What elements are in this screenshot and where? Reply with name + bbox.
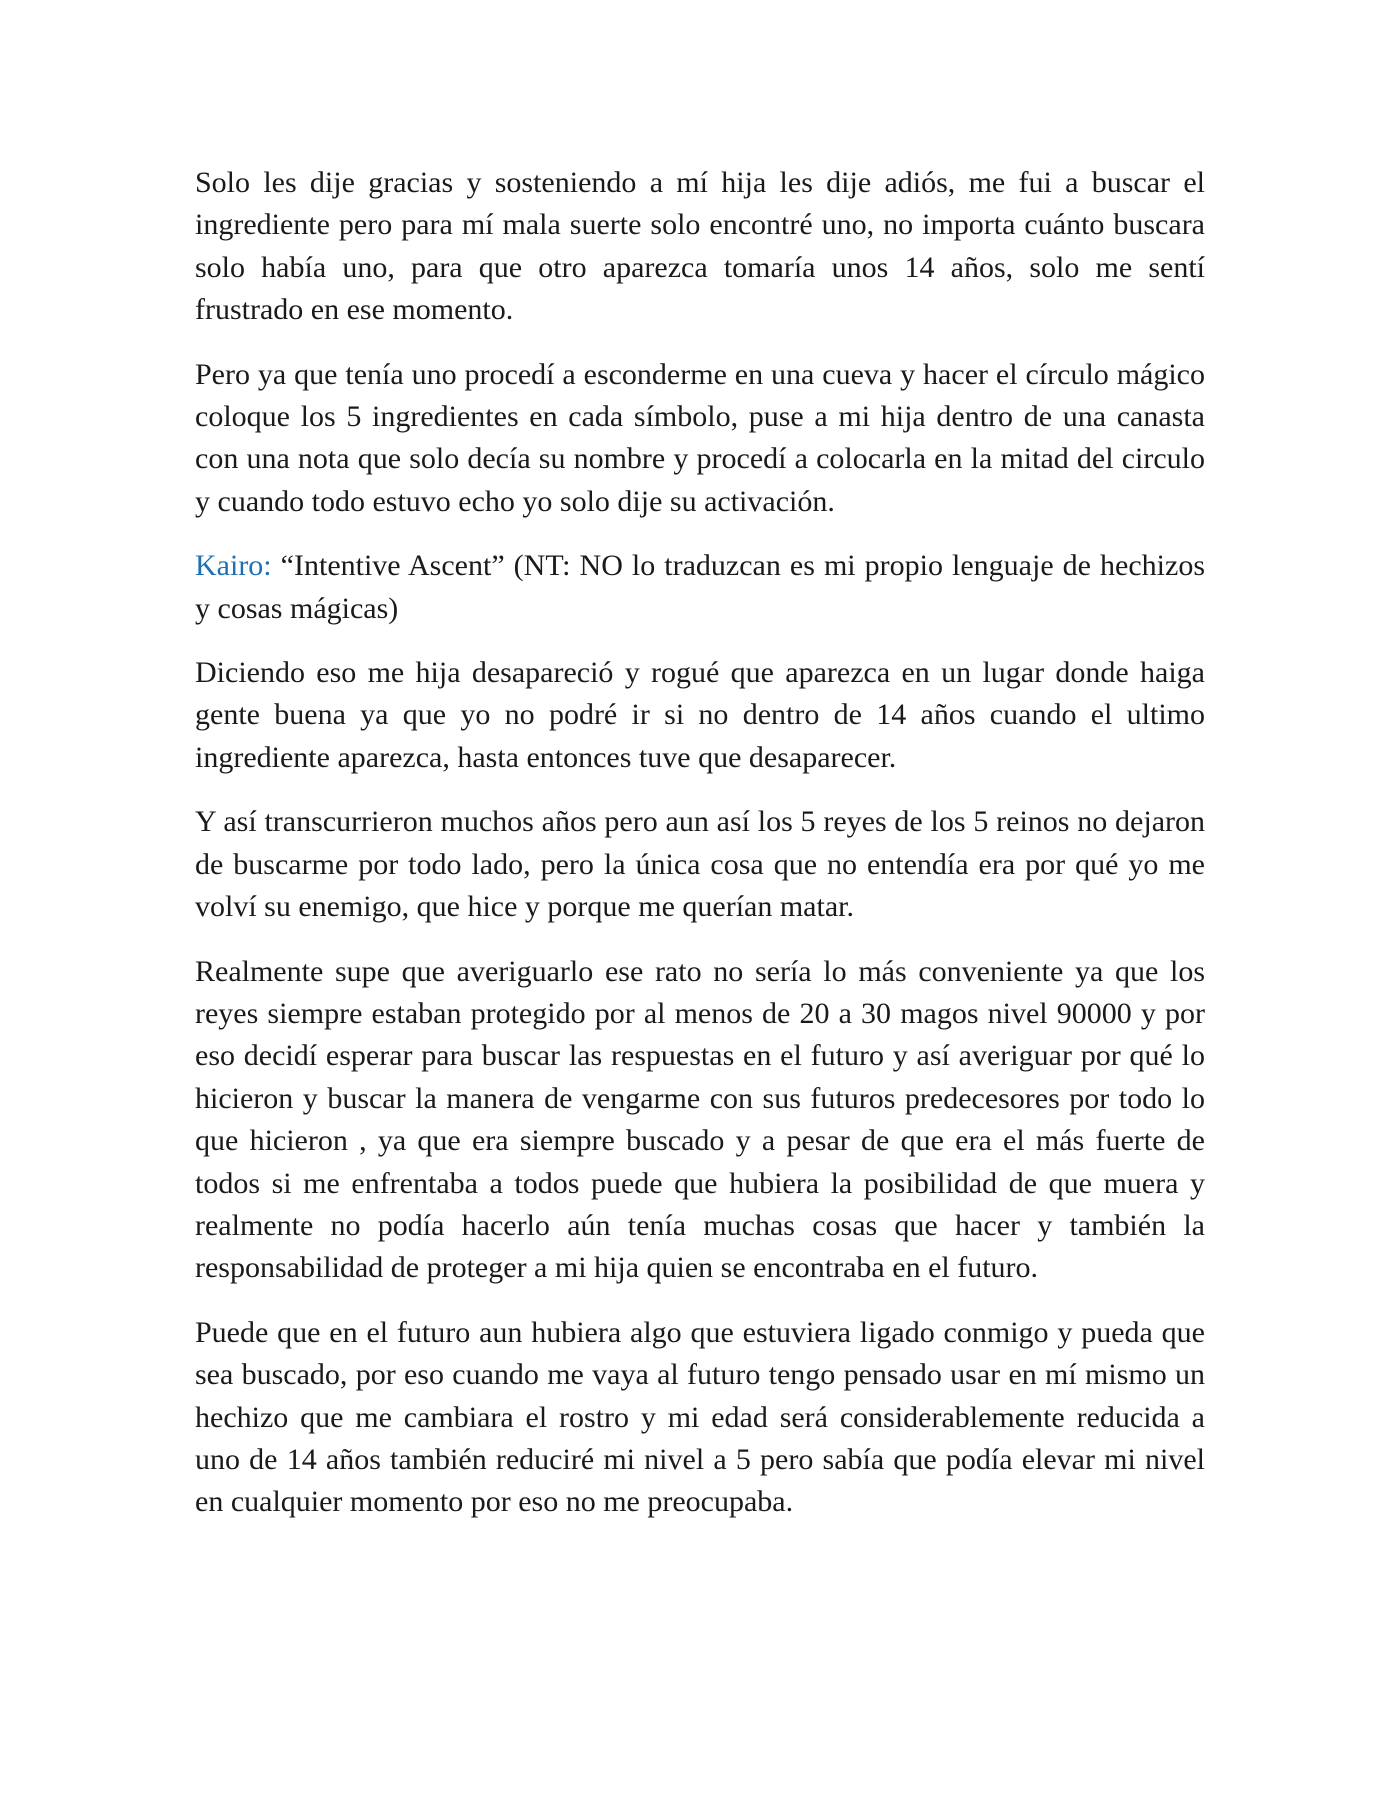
- body-text: [195, 162, 1205, 1546]
- paragraph-3: Diciendo eso me hija desapareció y rogué que aparezca en un lugar donde haiga gente buena ya que yo no podré ir si no dentro de 14 años cuando el ultimo ingrediente aparezca, hasta entonces tuve que desaparecer.: [195, 656, 1205, 774]
- dialogue-paragraph: [195, 545, 1205, 630]
- paragraph-5: Realmente supe que averiguarlo ese rato no sería lo más conveniente ya que los reyes siempre estaban protegido por al menos de 20 a 30 magos nivel 90000 y por eso decidí esperar para buscar las respuestas en el futuro y así averiguar por qué lo hicieron y buscar la manera de vengarme con sus futuros predecesores por todo lo que hicieron , ya que era siempre buscado y a pesar de que era el más fuerte de todos si me enfrentaba a todos puede que hubiera la posibilidad de que muera y realmente no podía hacerlo aún tenía muchas cosas que hacer y también la responsabilidad de proteger a mi hija quien se encontraba en el futuro.: [195, 954, 1205, 1285]
- paragraph-2: Pero ya que tenía uno procedí a esconderme en una cueva y hacer el círculo mágico coloque los 5 ingredientes en cada símbolo, puse a mi hija dentro de una canasta con una nota que solo decía su nombre y procedí a colocarla en la mitad del circulo y cuando todo estuvo echo yo solo dije su activación.: [195, 357, 1205, 518]
- paragraph-1: Solo les dije gracias y sosteniendo a mí hija les dije adiós, me fui a buscar el ingrediente pero para mí mala suerte solo encontré uno, no importa cuánto buscara solo había uno, para que otro aparezca tomaría unos 14 años, solo me sentí frustrado en ese momento.: [195, 166, 1205, 327]
- dialogue-line: “Intentive Ascent” (NT: NO lo traduzcan es mi propio lenguaje de hechizos y cosas mágicas): [195, 549, 1205, 625]
- paragraph-4: Y así transcurrieron muchos años pero aun así los 5 reyes de los 5 reinos no dejaron de buscarme por todo lado, pero la única cosa que no entendía era por qué yo me volví su enemigo, que hice y porque me querían matar.: [195, 805, 1205, 924]
- paragraph-6: Puede que en el futuro aun hubiera algo que estuviera ligado conmigo y pueda que sea buscado, por eso cuando me vaya al futuro tengo pensado usar en mí mismo un hechizo que me cambiara el rostro y mi edad será considerablemente reducida a uno de 14 años también reduciré mi nivel a 5 pero sabía que podía elevar mi nivel en cualquier momento por eso no me preocupaba.: [195, 1315, 1205, 1519]
- speaker-name: Kairo:: [195, 549, 272, 583]
